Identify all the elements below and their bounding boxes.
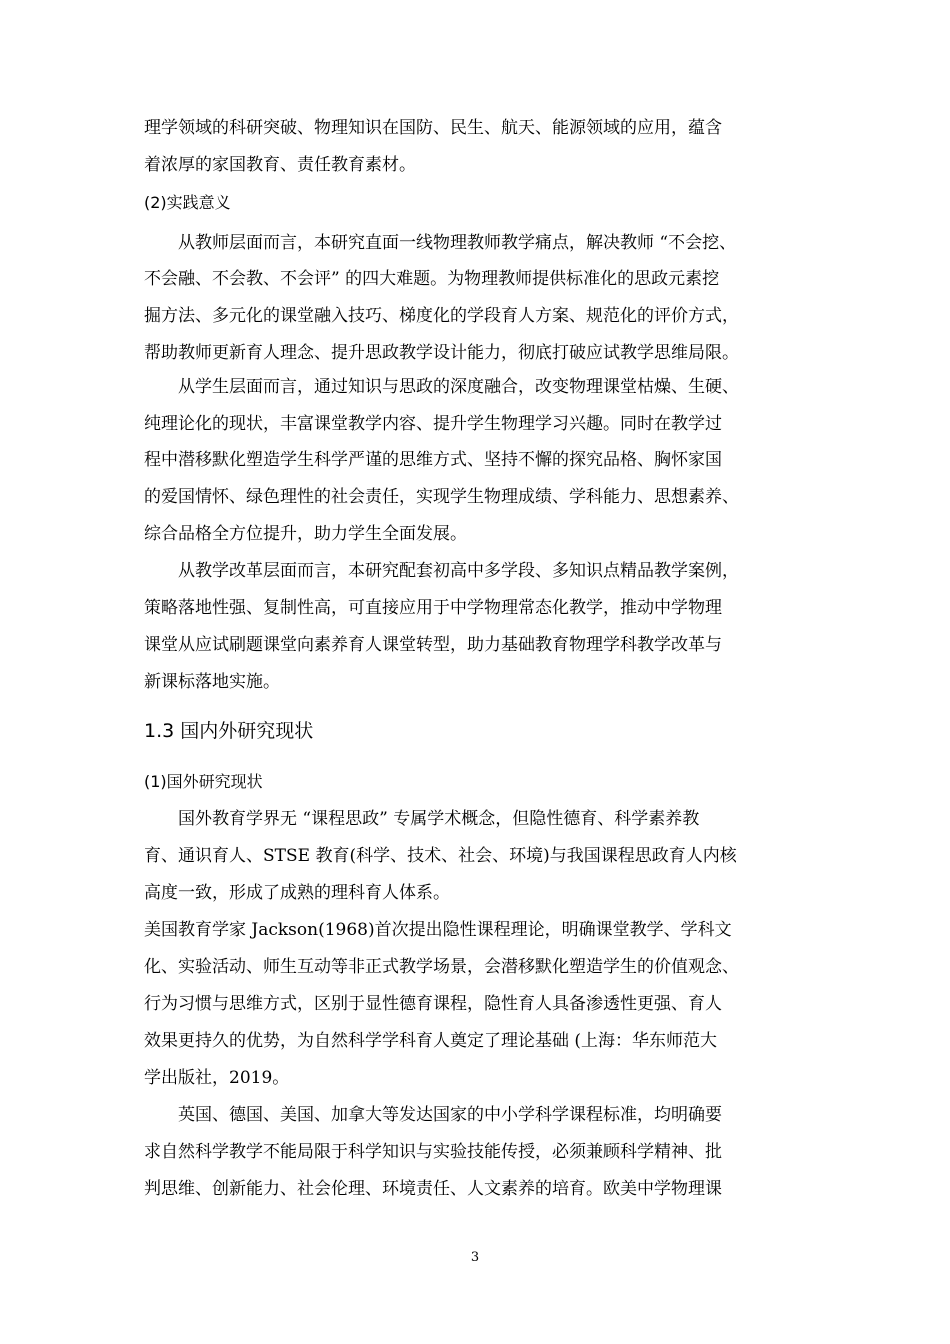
paragraph-line: 从教学改革层面而言，本研究配套初高中多学段、多知识点精品教学案例， [178, 561, 739, 581]
paragraph-line: 综合品格全方位提升，助力学生全面发展。 [144, 524, 467, 544]
subheading-foreign-research: (1)国外研究现状 [144, 772, 263, 791]
paragraph-line: 理学领域的科研突破、物理知识在国防、民生、航天、能源领域的应用，蕴含 [144, 118, 722, 138]
paragraph-line: 掘方法、多元化的课堂融入技巧、梯度化的学段育人方案、规范化的评价方式， [144, 306, 739, 326]
paragraph-line: 高度一致，形成了成熟的理科育人体系。 [144, 883, 450, 903]
page-number: 3 [470, 1250, 480, 1265]
paragraph-line: 判思维、创新能力、社会伦理、环境责任、人文素养的培育。欧美中学物理课 [144, 1179, 722, 1199]
paragraph-line: 新课标落地实施。 [144, 672, 280, 692]
paragraph-line: 程中潜移默化塑造学生科学严谨的思维方式、坚持不懈的探究品格、胸怀家国 [144, 450, 722, 470]
paragraph-line: 国外教育学界无 “课程思政” 专属学术概念，但隐性德育、科学素养教 [178, 809, 700, 829]
paragraph-line: 帮助教师更新育人理念、提升思政教学设计能力，彻底打破应试教学思维局限。 [144, 343, 739, 363]
paragraph-line: 从教师层面而言，本研究直面一线物理教师教学痛点，解决教师 “不会挖、 [178, 233, 737, 253]
subheading-practice-significance: (2)实践意义 [144, 193, 231, 212]
paragraph-line: 效果更持久的优势，为自然科学学科育人奠定了理论基础 (上海：华东师范大 [144, 1031, 718, 1051]
paragraph-line: 求自然科学教学不能局限于科学知识与实验技能传授，必须兼顾科学精神、批 [144, 1142, 722, 1162]
paragraph-line: 育、通识育人、STSE 教育(科学、技术、社会、环境)与我国课程思政育人内核 [144, 846, 737, 866]
paragraph-line: 着浓厚的家国教育、责任教育素材。 [144, 155, 416, 175]
paragraph-line: 学出版社，2019。 [144, 1068, 290, 1088]
section-heading: 1.3 国内外研究现状 [144, 720, 314, 742]
paragraph-line: 课堂从应试刷题课堂向素养育人课堂转型，助力基础教育物理学科教学改革与 [144, 635, 722, 655]
paragraph-line: 美国教育学家 Jackson(1968)首次提出隐性课程理论，明确课堂教学、学科文 [144, 920, 732, 940]
paragraph-line: 策略落地性强、复制性高，可直接应用于中学物理常态化教学，推动中学物理 [144, 598, 722, 618]
paragraph-line: 英国、德国、美国、加拿大等发达国家的中小学科学课程标准，均明确要 [178, 1105, 722, 1125]
paragraph-line: 化、实验活动、师生互动等非正式教学场景，会潜移默化塑造学生的价值观念、 [144, 957, 739, 977]
paragraph-line: 不会融、不会教、不会评” 的四大难题。为物理教师提供标准化的思政元素挖 [144, 269, 720, 289]
paragraph-line: 行为习惯与思维方式，区别于显性德育课程，隐性育人具备渗透性更强、育人 [144, 994, 722, 1014]
paragraph-line: 纯理论化的现状，丰富课堂教学内容、提升学生物理学习兴趣。同时在教学过 [144, 414, 722, 434]
paragraph-line: 从学生层面而言，通过知识与思政的深度融合，改变物理课堂枯燥、生硬、 [178, 377, 739, 397]
paragraph-line: 的爱国情怀、绿色理性的社会责任，实现学生物理成绩、学科能力、思想素养、 [144, 487, 739, 507]
